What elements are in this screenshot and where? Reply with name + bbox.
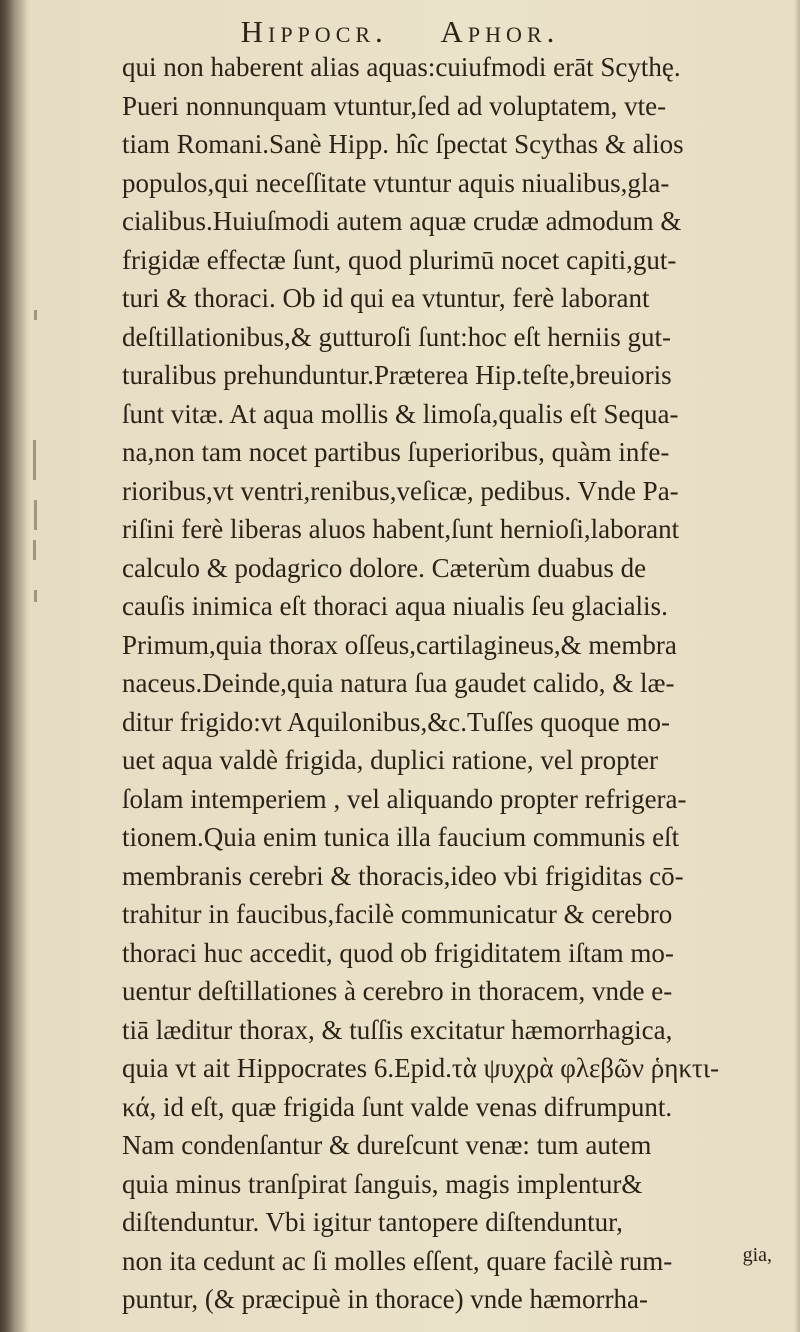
text-line: riſini ferè liberas aluos habent,ſunt hernioſi,laborant [122, 514, 680, 544]
text-line: rioribus,vt ventri,renibus,veſicæ, pedibus. Vnde Pa- [122, 475, 679, 506]
text-line: deſtillationibus,& gutturoſi ſunt:hoc eſt herniis gut- [122, 321, 671, 352]
text-line: uet aqua valdè frigida, duplici ratione, vel propter [122, 745, 659, 775]
gutter-shadow [0, 0, 30, 1332]
margin-mark [33, 440, 36, 480]
text-line: tiā læditur thorax, & tuſſis excitatur hæmorrhagica, [122, 1014, 673, 1045]
text-line: quia vt ait Hippocrates 6.Epid.τὰ ψυχρὰ φλεβῶν ῥηκτι- [122, 1053, 720, 1083]
text-line: turi & thoraci. Ob id qui ea vtuntur, ferè laborant [122, 283, 650, 313]
header-left: Hippocr. [240, 14, 388, 49]
text-line: Pueri nonnunquam vtuntur,ſed ad voluptatem, vte- [122, 90, 667, 121]
margin-mark [34, 500, 37, 530]
margin-mark [34, 590, 37, 602]
text-line: na,non tam nocet partibus ſuperioribus, quàm infe- [122, 437, 670, 467]
text-line: naceus.Deinde,quia natura ſua gaudet calido, & læ- [122, 668, 675, 698]
text-line: Primum,quia thorax oſſeus,cartilagineus,& membra [122, 629, 677, 660]
text-line: thoraci huc accedit, quod ob frigiditatem iſtam mo- [122, 937, 674, 968]
text-line: trahitur in faucibus,facilè communicatur & cerebro [122, 899, 673, 929]
text-line: cauſis inimica eſt thoraci aqua niualis ſeu glacialis. [122, 591, 668, 621]
text-line: quia minus tranſpirat ſanguis, magis implentur& [122, 1168, 643, 1199]
page-edge [794, 0, 800, 1332]
body-text [122, 48, 786, 1319]
text-line: ſolam intemperiem , vel aliquando propter refrigera- [122, 783, 687, 814]
text-line: κά, id eſt, quæ frigida ſunt valde venas difrumpunt. [122, 1091, 673, 1122]
text-line: membranis cerebri & thoracis,ideo vbi frigiditas cō- [122, 860, 684, 891]
text-line: ditur frigido:vt Aquilonibus,&c.Tuſſes quoque mo- [122, 706, 671, 737]
text-line: non ita cedunt ac ſi molles eſſent, quare facilè rum- [122, 1245, 673, 1276]
margin-mark [33, 540, 36, 560]
margin-mark [34, 310, 37, 320]
text-line: cialibus.Huiuſmodi autem aquæ crudæ admodum & [122, 206, 682, 236]
text-line: uentur deſtillationes à cerebro in thoracem, vnde e- [122, 976, 673, 1006]
text-line: calculo & podagrico dolore. Cæterùm duabus de [122, 552, 647, 583]
catchword: gia, [742, 1244, 772, 1266]
text-line: populos,qui neceſſitate vtuntur aquis niualibus,gla- [122, 167, 670, 198]
header-right: Aphor. [440, 14, 560, 49]
text-line: turalibus prehunduntur.Prætereа Hip.teſte,breuioris [122, 360, 672, 390]
text-line: ſunt vitæ. At aqua mollis & limoſa,qualis eſt Sequa- [122, 398, 679, 429]
text-line: qui non haberent alias aquas:cuiufmodi erāt Scythę. [122, 52, 681, 82]
text-line: tiam Romani.Sanè Hipp. hîc ſpectat Scythas & alios [122, 129, 684, 159]
text-line: Nam condenſantur & dureſcunt venæ: tum autem [122, 1130, 652, 1160]
text-line: puntur, (& præcipuè in thorace) vnde hæmorrha- [122, 1284, 649, 1314]
running-header [0, 14, 800, 50]
text-line: frigidæ effectæ ſunt, quod plurimū nocet capiti,gut- [122, 244, 677, 275]
text-line: tionem.Quia enim tunica illa faucium communis eſt [122, 822, 680, 852]
text-line: diſtenduntur. Vbi igitur tantopere diſtenduntur, [122, 1207, 623, 1237]
